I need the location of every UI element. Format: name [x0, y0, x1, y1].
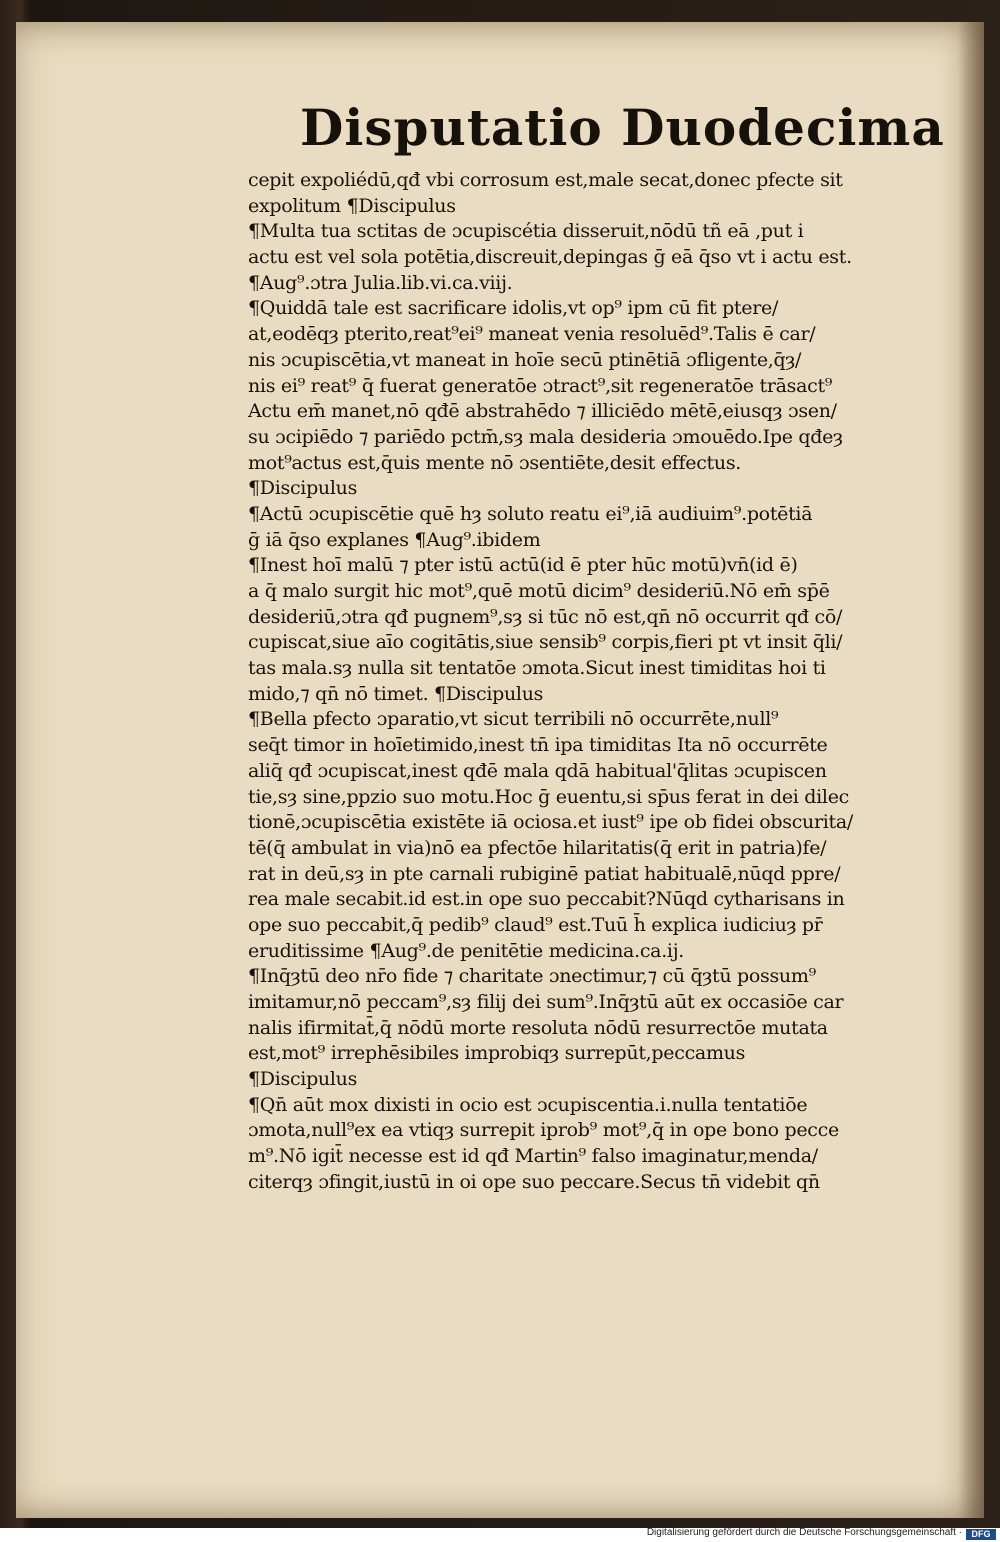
text-line: ¶Multa tua sctitas de ɔcupiscétia disseruit,nōdū tñ eā ,put i	[248, 220, 804, 243]
text-line: ¶Qn̄ aūt mox dixisti in ocio est ɔcupiscentia.i.nulla tentatiōe	[248, 1093, 808, 1116]
text-line: cupiscat,siue aīo cogitātis,siue sensib⁹ corpis,fieri pt vt insit q̄li/	[248, 631, 843, 654]
text-line: ¶Discipulus	[248, 1068, 358, 1091]
text-line: aliq̄ qđ ɔcupiscat,inest qđē mala qdā habitual'q̄litas ɔcupiscen	[248, 759, 827, 782]
text-line: su ɔcipiēdo ⁊ pariēdo pctm̄,sȝ mala desideria ɔmouēdo.Ipe qđeȝ	[248, 425, 843, 448]
text-line: nis ei⁹ reat⁹ q̄ fuerat generatōe ɔtract⁹,sit regeneratōe trāsact⁹	[248, 374, 833, 397]
text-line: ¶Aug⁹.ɔtra Julia.lib.vi.ca.viij.	[248, 271, 513, 294]
page-title: Disputatio Duodecima	[300, 98, 945, 157]
text-line: tie,sȝ sine,ppzio suo motu.Hoc ḡ euentu,si sp̄us ferat in dei dilec	[248, 785, 849, 808]
text-line: desideriū,ɔtra qđ pugnem⁹,sȝ si tūc nō est,qn̄ nō occurrit qđ cō/	[248, 605, 843, 628]
text-line: rea male secabit.id est.in ope suo peccabit?Nūqd cytharisans in	[248, 888, 845, 911]
text-line: ḡ iā q̄so explanes ¶Aug⁹.ibidem	[248, 528, 541, 551]
text-block	[248, 168, 913, 1196]
text-line: Actu em̄ manet,nō qđē abstrahēdo ⁊ illiciēdo mētē,eiusqȝ ɔsen/	[248, 400, 837, 423]
text-line: tas mala.sȝ nulla sit tentatōe ɔmota.Sicut inest timiditas hoi ti	[248, 657, 826, 680]
text-line: m⁹.Nō igit̄ necesse est id qđ Martin⁹ falso imaginatur,menda/	[248, 1145, 818, 1168]
text-line: ¶Actū ɔcupiscētie quē hȝ soluto reatu ei⁹,iā audiuim⁹.potētiā	[248, 502, 813, 525]
text-line: est,mot⁹ irrephēsibiles improbiqȝ surrepūt,peccamus	[248, 1042, 746, 1065]
text-line: rat in deū,sȝ in pte carnali rubiginē patiat habitualē,nūqd ppre/	[248, 862, 841, 885]
text-line: nalis ifirmitat̄,q̄ nōdū morte resoluta nōdū resurrectōe mutata	[248, 1016, 828, 1039]
text-line: at,eodēqȝ pterito,reat⁹ei⁹ maneat venia resoluēd⁹.Talis ē car/	[248, 323, 816, 346]
text-line: ¶Inest hoī malū ⁊ pter istū actū(id ē pter hūc motū)vn̄(id ē)	[248, 554, 798, 577]
text-line: eruditissime ¶Aug⁹.de penitētie medicina.ca.ij.	[248, 939, 685, 962]
dfg-logo: DFG	[966, 1529, 996, 1540]
text-line: ¶Quiddā tale est sacrificare idolis,vt op⁹ ipm cū fit ptere/	[248, 297, 779, 320]
text-line: tē(q̄ ambulat in via)nō ea pfectōe hilaritatis(q̄ erit in patria)fe/	[248, 836, 827, 859]
footer-credit: Digitalisierung gefördert durch die Deutsche Forschungsgemeinschaft ·	[646, 1527, 962, 1538]
text-line: mot⁹actus est,q̄uis mente nō ɔsentiēte,desit effectus.	[248, 451, 742, 474]
text-line: citerqȝ ɔfingit,iustū in oi ope suo peccare.Secus tn̄ videbit qn̄	[248, 1170, 820, 1193]
text-line: mido,⁊ qn̄ nō timet. ¶Discipulus	[248, 682, 544, 705]
text-line: ¶Inq̄ȝtū deo nr̄o fide ⁊ charitate ɔnectimur,⁊ cū q̄ȝtū possum⁹	[248, 965, 816, 988]
text-line: ɔmota,null⁹ex ea vtiqȝ surrepit iprob⁹ mot⁹,q̄ in ope bono pecce	[248, 1119, 839, 1142]
text-line: nis ɔcupiscētia,vt maneat in hoīe secū ptinētiā ɔfligente,q̄ȝ/	[248, 348, 802, 371]
text-line: actu est vel sola potētia,discreuit,depingas ḡ eā q̄so vt i actu est.	[248, 246, 852, 269]
text-line: cepit expoliédū,qđ vbi corrosum est,male secat,donec pfecte sit	[248, 169, 843, 191]
text-line: ope suo peccabit,q̄ pedib⁹ claud⁹ est.Tuū h̄ explica iudiciuȝ pr̄	[248, 913, 823, 936]
text-line: a q̄ malo surgit hic mot⁹,quē motū dicim⁹ desideriū.Nō em̄ sp̄ē	[248, 580, 830, 602]
text-line: tionē,ɔcupiscētia existēte iā ociosa.et iust⁹ ipe ob fidei obscurita/	[248, 811, 854, 834]
text-line: ¶Discipulus	[248, 477, 358, 500]
text-line: seq̄t timor in hoīetimido,inest tn̄ ipa timiditas Ita nō occurrēte	[248, 734, 828, 757]
text-line: expolitum ¶Discipulus	[248, 194, 456, 217]
text-line: ¶Bella pfecto ɔparatio,vt sicut terribili nō occurrēte,null⁹	[248, 708, 779, 731]
text-line: imitamur,nō peccam⁹,sȝ filij dei sum⁹.Inq̄ȝtū aūt ex occasiōe car	[248, 991, 844, 1013]
